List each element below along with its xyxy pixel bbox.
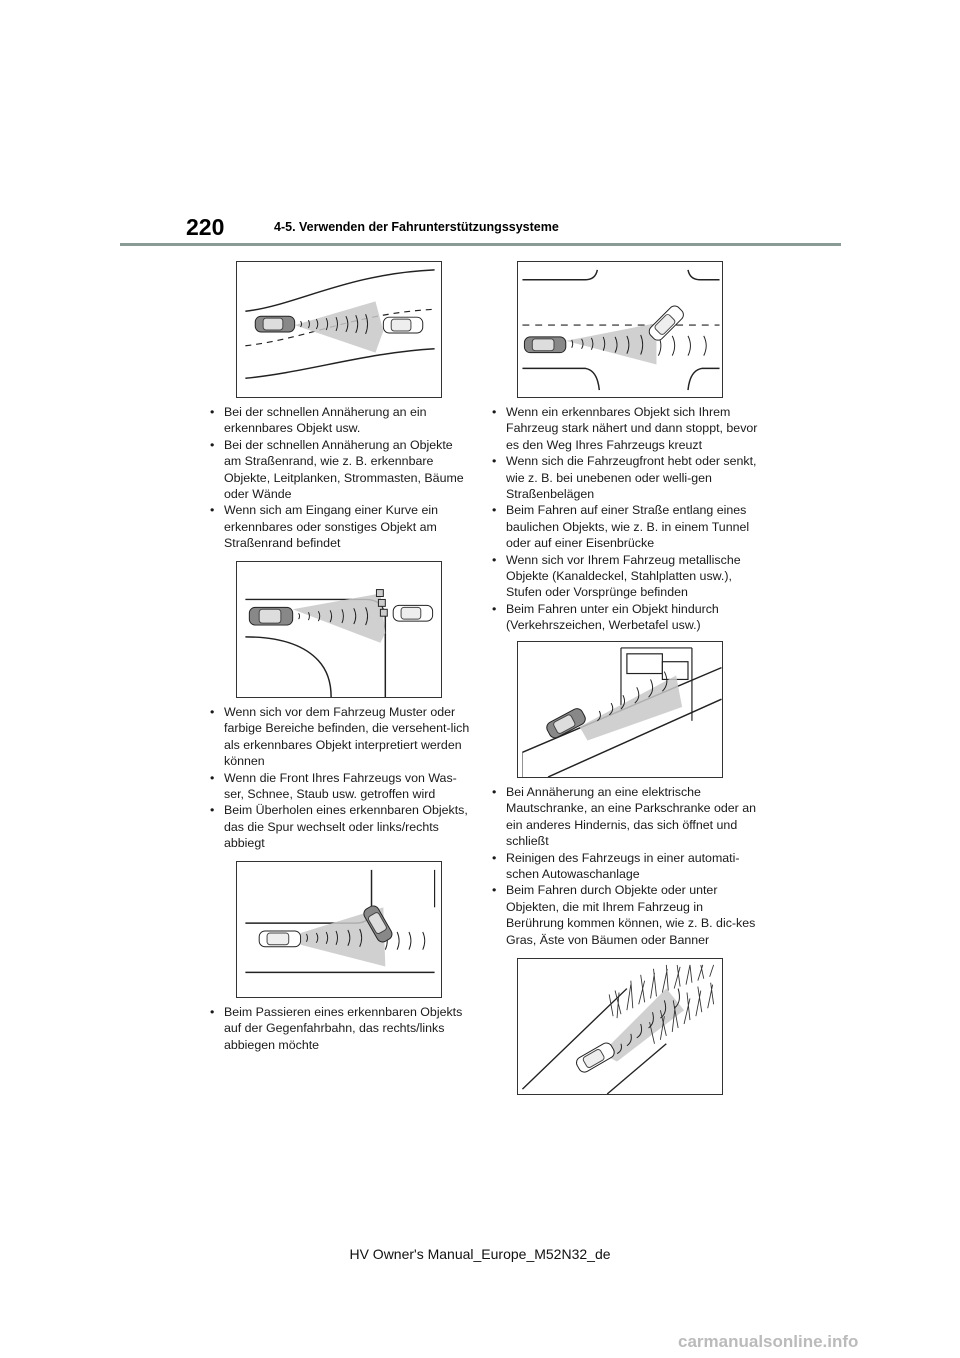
own-car-icon — [259, 931, 300, 947]
oncoming-turn-illustration — [237, 862, 441, 997]
footer-document-id: HV Owner's Manual_Europe_M52N32_de — [349, 1246, 611, 1262]
left-bullets-3 — [208, 1004, 470, 1053]
figure-curve-entry — [236, 561, 442, 698]
list-item: • Beim Fahren durch Objekte oder unter Objekten, die mit Ihrem Fahrzeug in Berührung kommen können, wie z. B. dic-kes Gras, Äste von Bäumen oder Banner — [490, 882, 758, 948]
target-car-icon — [393, 605, 432, 621]
curve-road-illustration — [237, 262, 441, 397]
list-item: • Bei der schnellen Annäherung an Objekte am Straßenrand, wie z. B. erkennbare Objekte, Leitplanken, Strommasten, Bäume oder Wände — [208, 437, 470, 503]
figure-oncoming-turn — [236, 861, 442, 998]
list-item: • Wenn sich vor dem Fahrzeug Muster oder farbige Bereiche befinden, die versehent-lich als erkennbares Objekt interpretiert werden können — [208, 704, 470, 770]
page-number: 220 — [186, 214, 225, 240]
own-car-icon — [574, 1041, 616, 1074]
crossing-vehicle-illustration — [518, 262, 722, 397]
figure-crossing-vehicle — [517, 261, 723, 398]
list-item: • Wenn sich die Fahrzeugfront hebt oder senkt, wie z. B. bei unebenen oder welli-gen Straßenbelägen — [490, 453, 758, 502]
list-item: • Beim Passieren eines erkennbaren Objekts auf der Gegenfahrbahn, das rechts/links abbiegen möchte — [208, 1004, 470, 1053]
target-car-icon — [647, 304, 686, 343]
figure-curve-road — [236, 261, 442, 398]
list-item: • Wenn sich vor Ihrem Fahrzeug metallische Objekte (Kanaldeckel, Stahlplatten usw.), Stufen oder Vorsprünge befinden — [490, 552, 758, 601]
list-item: • Wenn ein erkennbares Objekt sich Ihrem Fahrzeug stark nähert und dann stoppt, bevor es den Weg Ihres Fahrzeugs kreuzt — [490, 404, 758, 453]
own-car-icon — [249, 607, 292, 625]
list-item: • Beim Überholen eines erkennbaren Objekts, das die Spur wechselt oder links/rechts abbiegt — [208, 802, 470, 851]
figure-overhead-sign — [517, 641, 723, 778]
own-car-icon — [255, 316, 294, 332]
target-car-icon — [383, 317, 422, 333]
own-car-icon — [545, 707, 588, 740]
list-item: • Reinigen des Fahrzeugs in einer automati-schen Autowaschanlage — [490, 850, 758, 883]
watermark: carmanualsonline.info — [678, 1332, 859, 1351]
list-item: • Bei der schnellen Annäherung an ein erkennbares Objekt usw. — [208, 404, 470, 437]
list-item: • Beim Fahren unter ein Objekt hindurch (Verkehrszeichen, Werbetafel usw.) — [490, 601, 758, 634]
figure-tall-grass — [517, 958, 723, 1095]
section-title: 4-5. Verwenden der Fahrunterstützungssysteme — [274, 220, 559, 234]
list-item: • Bei Annäherung an eine elektrische Mautschranke, an eine Parkschranke oder an ein anderes Hindernis, das sich öffnet und schließt — [490, 784, 758, 850]
tall-grass-illustration — [518, 959, 722, 1094]
list-item: • Wenn sich am Eingang einer Kurve ein erkennbares oder sonstiges Objekt am Straßenrand befindet — [208, 502, 470, 551]
list-item: • Wenn die Front Ihres Fahrzeugs von Was-ser, Schnee, Staub usw. getroffen wird — [208, 770, 470, 803]
right-bullets-1 — [490, 404, 758, 634]
curve-entry-illustration — [237, 562, 441, 697]
left-bullets-1 — [208, 404, 470, 552]
overhead-sign-illustration — [518, 642, 722, 777]
own-car-icon — [524, 337, 565, 353]
right-bullets-2 — [490, 784, 758, 948]
list-item: • Beim Fahren auf einer Straße entlang eines baulichen Objekts, wie z. B. in einem Tunnel oder auf einer Eisenbrücke — [490, 502, 758, 551]
left-bullets-2 — [208, 704, 470, 852]
header-rule — [120, 243, 841, 246]
